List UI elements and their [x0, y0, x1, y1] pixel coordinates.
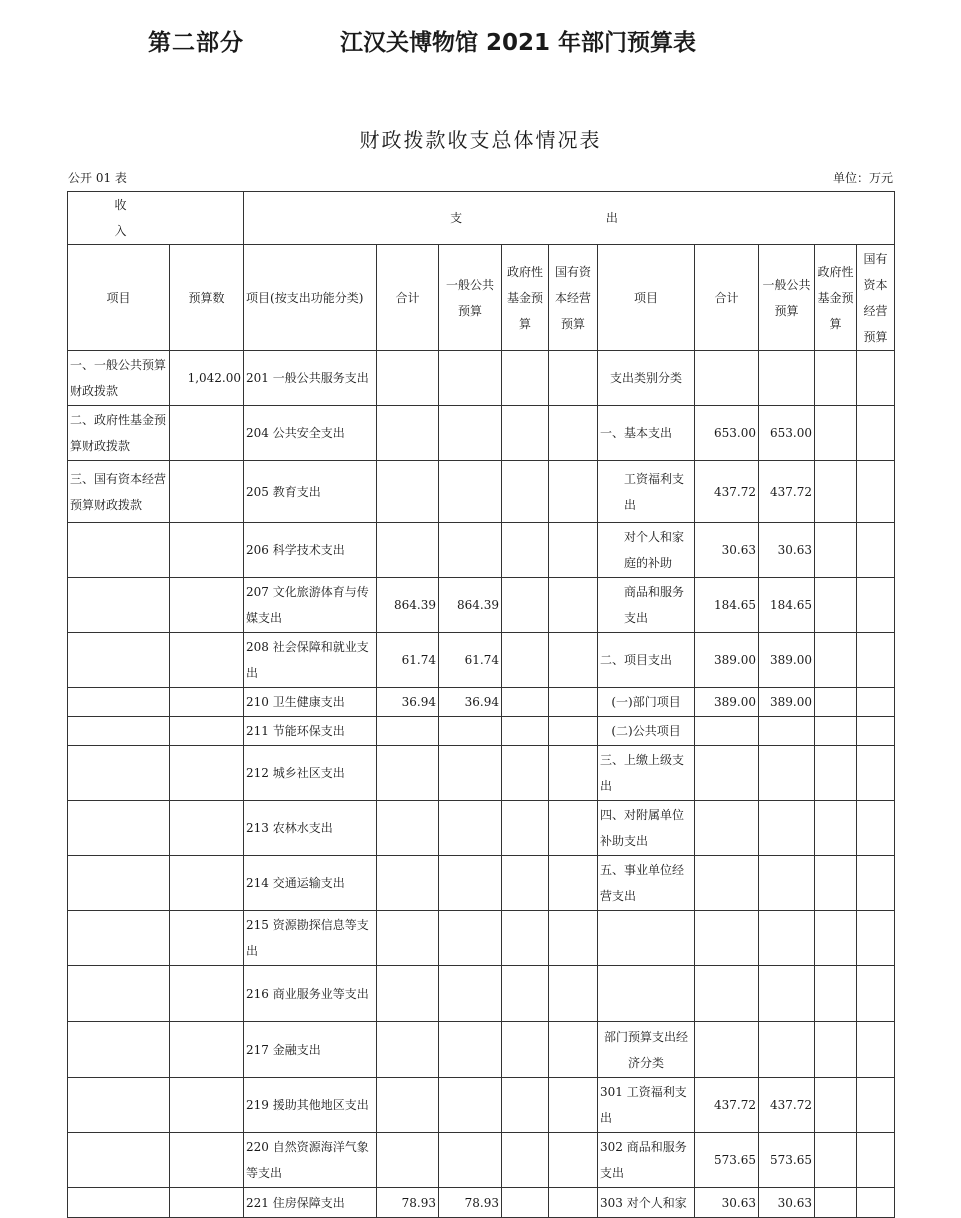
func-total-cell	[377, 717, 439, 746]
class-item-cell	[598, 911, 695, 966]
function-item-cell: 217 金融支出	[244, 1022, 377, 1078]
class-state-cell	[857, 746, 895, 801]
class-state-cell	[857, 1022, 895, 1078]
class-fund-cell	[815, 801, 857, 856]
class-item-cell: 商品和服务支出	[598, 578, 695, 633]
document-title: 江汉关博物馆 2021 年部门预算表	[340, 30, 697, 56]
function-item-cell: 207 文化旅游体育与传媒支出	[244, 578, 377, 633]
income-budget-cell	[170, 1188, 244, 1218]
class-total-cell	[695, 1022, 759, 1078]
class-general-cell: 653.00	[759, 406, 815, 461]
income-budget-cell	[170, 966, 244, 1022]
class-total-cell: 30.63	[695, 523, 759, 578]
func-state-cell	[549, 461, 598, 523]
col-item: 项目	[68, 245, 170, 351]
income-budget-cell	[170, 1078, 244, 1133]
class-total-cell	[695, 856, 759, 911]
class-state-cell	[857, 1133, 895, 1188]
class-fund-cell	[815, 966, 857, 1022]
income-item-cell	[68, 1022, 170, 1078]
income-item-cell: 三、国有资本经营预算财政拨款	[68, 461, 170, 523]
table-row	[68, 578, 895, 633]
func-total-cell	[377, 1078, 439, 1133]
function-item-cell: 212 城乡社区支出	[244, 746, 377, 801]
func-fund-cell	[502, 1133, 549, 1188]
func-state-cell	[549, 717, 598, 746]
func-general-cell: 61.74	[439, 633, 502, 688]
class-fund-cell	[815, 406, 857, 461]
func-general-cell	[439, 1133, 502, 1188]
class-item-cell: 一、基本支出	[598, 406, 695, 461]
class-item-cell: 工资福利支出	[598, 461, 695, 523]
class-state-cell	[857, 801, 895, 856]
class-item-cell: 支出类别分类	[598, 351, 695, 406]
col-total: 合计	[377, 245, 439, 351]
func-state-cell	[549, 911, 598, 966]
func-fund-cell	[502, 688, 549, 717]
col-fund: 政府性基金预算	[502, 245, 549, 351]
class-general-cell: 184.65	[759, 578, 815, 633]
class-fund-cell	[815, 461, 857, 523]
income-item-cell	[68, 523, 170, 578]
income-budget-cell	[170, 1022, 244, 1078]
func-fund-cell	[502, 351, 549, 406]
func-state-cell	[549, 1133, 598, 1188]
class-fund-cell	[815, 856, 857, 911]
func-general-cell	[439, 1078, 502, 1133]
class-total-cell	[695, 717, 759, 746]
col-func-item: 项目(按支出功能分类)	[244, 245, 377, 351]
col-general: 一般公共预算	[439, 245, 502, 351]
class-state-cell	[857, 1078, 895, 1133]
class-general-cell	[759, 801, 815, 856]
class-general-cell	[759, 717, 815, 746]
class-item-cell	[598, 966, 695, 1022]
function-item-cell: 216 商业服务业等支出	[244, 966, 377, 1022]
table-title: 财政拨款收支总体情况表	[359, 128, 602, 152]
table-row	[68, 1022, 895, 1078]
income-item-cell	[68, 911, 170, 966]
func-total-cell	[377, 461, 439, 523]
class-total-cell: 437.72	[695, 1078, 759, 1133]
function-item-cell: 221 住房保障支出	[244, 1188, 377, 1218]
func-general-cell	[439, 746, 502, 801]
class-item-cell: 二、项目支出	[598, 633, 695, 688]
class-general-cell: 389.00	[759, 633, 815, 688]
class-item-cell: 301 工资福利支出	[598, 1078, 695, 1133]
class-item-cell: 五、事业单位经营支出	[598, 856, 695, 911]
func-fund-cell	[502, 578, 549, 633]
func-total-cell: 864.39	[377, 578, 439, 633]
function-item-cell: 219 援助其他地区支出	[244, 1078, 377, 1133]
col-budget: 预算数	[170, 245, 244, 351]
func-general-cell	[439, 351, 502, 406]
func-fund-cell	[502, 966, 549, 1022]
income-budget-cell	[170, 688, 244, 717]
func-total-cell	[377, 801, 439, 856]
income-budget-cell	[170, 911, 244, 966]
func-state-cell	[549, 746, 598, 801]
class-state-cell	[857, 351, 895, 406]
function-item-cell: 215 资源勘探信息等支出	[244, 911, 377, 966]
class-general-cell	[759, 746, 815, 801]
func-total-cell	[377, 856, 439, 911]
func-state-cell	[549, 523, 598, 578]
class-general-cell	[759, 966, 815, 1022]
func-total-cell	[377, 523, 439, 578]
income-budget-cell	[170, 746, 244, 801]
form-number: 公开 01 表	[68, 171, 127, 185]
class-general-cell: 437.72	[759, 1078, 815, 1133]
func-total-cell	[377, 406, 439, 461]
class-general-cell: 437.72	[759, 461, 815, 523]
col-fund2: 政府性基金预算	[815, 245, 857, 351]
func-fund-cell	[502, 523, 549, 578]
func-general-cell	[439, 717, 502, 746]
expense-group-header: 支 出	[244, 192, 895, 245]
table-row	[68, 1188, 895, 1218]
function-item-cell: 210 卫生健康支出	[244, 688, 377, 717]
income-item-cell: 二、政府性基金预算财政拨款	[68, 406, 170, 461]
class-total-cell: 389.00	[695, 688, 759, 717]
income-item-cell	[68, 1133, 170, 1188]
income-budget-cell	[170, 856, 244, 911]
class-general-cell: 30.63	[759, 523, 815, 578]
function-item-cell: 204 公共安全支出	[244, 406, 377, 461]
table-row	[68, 746, 895, 801]
func-total-cell	[377, 911, 439, 966]
class-item-cell: 四、对附属单位补助支出	[598, 801, 695, 856]
class-item-cell: 302 商品和服务支出	[598, 1133, 695, 1188]
class-state-cell	[857, 523, 895, 578]
income-group-header: 收 入	[68, 192, 244, 245]
func-fund-cell	[502, 1078, 549, 1133]
class-total-cell: 653.00	[695, 406, 759, 461]
unit-label: 单位：万元	[832, 171, 893, 185]
table-row	[68, 461, 895, 523]
function-item-cell: 213 农林水支出	[244, 801, 377, 856]
function-item-cell: 220 自然资源海洋气象等支出	[244, 1133, 377, 1188]
function-item-cell: 214 交通运输支出	[244, 856, 377, 911]
income-budget-cell	[170, 1133, 244, 1188]
function-item-cell: 201 一般公共服务支出	[244, 351, 377, 406]
income-item-cell	[68, 1188, 170, 1218]
class-fund-cell	[815, 1188, 857, 1218]
func-general-cell	[439, 406, 502, 461]
class-state-cell	[857, 966, 895, 1022]
col-item2: 项目	[598, 245, 695, 351]
table-row	[68, 966, 895, 1022]
col-state: 国有资本经营预算	[549, 245, 598, 351]
class-total-cell: 30.63	[695, 1188, 759, 1218]
func-general-cell	[439, 461, 502, 523]
income-item-cell	[68, 633, 170, 688]
class-total-cell	[695, 351, 759, 406]
col-general2: 一般公共预算	[759, 245, 815, 351]
class-state-cell	[857, 578, 895, 633]
part-header: 第二部分	[148, 30, 244, 56]
class-fund-cell	[815, 1133, 857, 1188]
class-state-cell	[857, 911, 895, 966]
income-budget-cell	[170, 633, 244, 688]
income-item-cell: 一、一般公共预算财政拨款	[68, 351, 170, 406]
func-total-cell: 36.94	[377, 688, 439, 717]
income-budget-cell	[170, 523, 244, 578]
func-state-cell	[549, 1022, 598, 1078]
func-total-cell: 78.93	[377, 1188, 439, 1218]
table-row	[68, 351, 895, 406]
class-total-cell: 573.65	[695, 1133, 759, 1188]
income-item-cell	[68, 717, 170, 746]
class-general-cell: 30.63	[759, 1188, 815, 1218]
func-state-cell	[549, 633, 598, 688]
class-fund-cell	[815, 717, 857, 746]
group-header-row	[68, 192, 895, 245]
func-general-cell: 36.94	[439, 688, 502, 717]
income-budget-cell	[170, 461, 244, 523]
func-state-cell	[549, 856, 598, 911]
class-general-cell	[759, 1022, 815, 1078]
class-total-cell	[695, 911, 759, 966]
function-item-cell: 208 社会保障和就业支出	[244, 633, 377, 688]
class-item-cell: 三、上缴上级支出	[598, 746, 695, 801]
income-item-cell	[68, 801, 170, 856]
class-general-cell	[759, 911, 815, 966]
class-total-cell	[695, 966, 759, 1022]
income-budget-cell: 1,042.00	[170, 351, 244, 406]
class-general-cell: 389.00	[759, 688, 815, 717]
func-total-cell	[377, 351, 439, 406]
function-item-cell: 206 科学技术支出	[244, 523, 377, 578]
func-general-cell	[439, 1022, 502, 1078]
func-fund-cell	[502, 633, 549, 688]
table-row	[68, 633, 895, 688]
income-item-cell	[68, 578, 170, 633]
class-general-cell: 573.65	[759, 1133, 815, 1188]
class-total-cell: 389.00	[695, 633, 759, 688]
col-total2: 合计	[695, 245, 759, 351]
class-item-cell: (一)部门项目	[598, 688, 695, 717]
func-general-cell	[439, 966, 502, 1022]
class-general-cell	[759, 351, 815, 406]
class-item-cell: 303 对个人和家	[598, 1188, 695, 1218]
func-general-cell: 864.39	[439, 578, 502, 633]
table-row	[68, 523, 895, 578]
func-fund-cell	[502, 406, 549, 461]
income-budget-cell	[170, 801, 244, 856]
table-row	[68, 856, 895, 911]
income-item-cell	[68, 966, 170, 1022]
func-state-cell	[549, 688, 598, 717]
func-total-cell	[377, 1133, 439, 1188]
func-state-cell	[549, 1078, 598, 1133]
func-total-cell	[377, 746, 439, 801]
function-item-cell: 211 节能环保支出	[244, 717, 377, 746]
func-state-cell	[549, 578, 598, 633]
func-general-cell	[439, 911, 502, 966]
func-fund-cell	[502, 461, 549, 523]
class-fund-cell	[815, 1078, 857, 1133]
class-fund-cell	[815, 911, 857, 966]
func-state-cell	[549, 1188, 598, 1218]
class-fund-cell	[815, 523, 857, 578]
class-item-cell: 部门预算支出经济分类	[598, 1022, 695, 1078]
func-fund-cell	[502, 1188, 549, 1218]
column-header-row	[68, 245, 895, 351]
income-budget-cell	[170, 406, 244, 461]
table-row	[68, 911, 895, 966]
func-state-cell	[549, 966, 598, 1022]
income-item-cell	[68, 1078, 170, 1133]
class-fund-cell	[815, 746, 857, 801]
func-general-cell	[439, 801, 502, 856]
class-item-cell: 对个人和家庭的补助	[598, 523, 695, 578]
func-state-cell	[549, 351, 598, 406]
func-fund-cell	[502, 856, 549, 911]
class-general-cell	[759, 856, 815, 911]
func-fund-cell	[502, 1022, 549, 1078]
class-fund-cell	[815, 351, 857, 406]
function-item-cell: 205 教育支出	[244, 461, 377, 523]
func-fund-cell	[502, 717, 549, 746]
class-total-cell: 437.72	[695, 461, 759, 523]
class-total-cell: 184.65	[695, 578, 759, 633]
class-state-cell	[857, 1188, 895, 1218]
income-budget-cell	[170, 717, 244, 746]
col-state2: 国有资本经营预算	[857, 245, 895, 351]
class-fund-cell	[815, 633, 857, 688]
class-state-cell	[857, 856, 895, 911]
class-fund-cell	[815, 1022, 857, 1078]
income-item-cell	[68, 688, 170, 717]
func-state-cell	[549, 406, 598, 461]
budget-table	[67, 191, 895, 1218]
func-total-cell	[377, 1022, 439, 1078]
class-fund-cell	[815, 688, 857, 717]
func-general-cell	[439, 523, 502, 578]
income-item-cell	[68, 856, 170, 911]
func-state-cell	[549, 801, 598, 856]
class-state-cell	[857, 461, 895, 523]
func-fund-cell	[502, 746, 549, 801]
func-general-cell: 78.93	[439, 1188, 502, 1218]
class-state-cell	[857, 717, 895, 746]
class-total-cell	[695, 746, 759, 801]
income-budget-cell	[170, 578, 244, 633]
table-row	[68, 1133, 895, 1188]
func-total-cell: 61.74	[377, 633, 439, 688]
class-fund-cell	[815, 578, 857, 633]
class-state-cell	[857, 688, 895, 717]
table-row	[68, 406, 895, 461]
func-total-cell	[377, 966, 439, 1022]
func-fund-cell	[502, 911, 549, 966]
class-state-cell	[857, 406, 895, 461]
func-general-cell	[439, 856, 502, 911]
income-item-cell	[68, 746, 170, 801]
class-item-cell: (二)公共项目	[598, 717, 695, 746]
class-state-cell	[857, 633, 895, 688]
table-row	[68, 688, 895, 717]
table-row	[68, 1078, 895, 1133]
class-total-cell	[695, 801, 759, 856]
table-row	[68, 801, 895, 856]
table-row	[68, 717, 895, 746]
func-fund-cell	[502, 801, 549, 856]
